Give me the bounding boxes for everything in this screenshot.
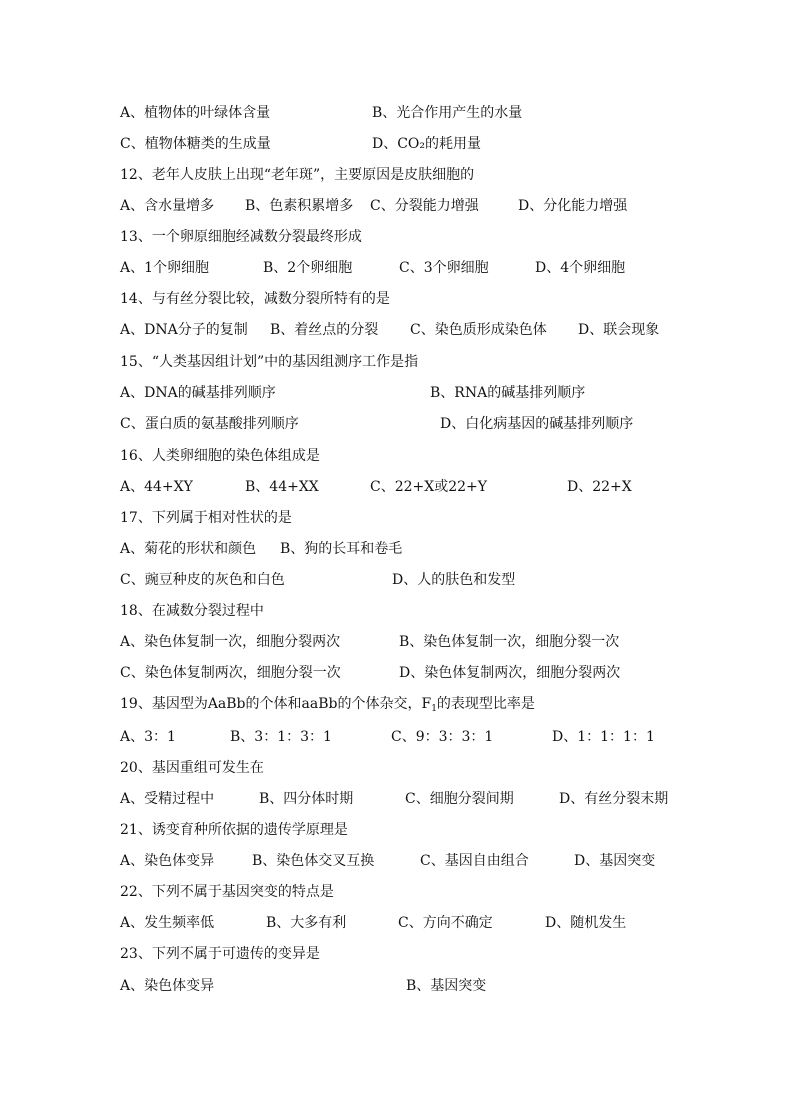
option-b: B、3：1：3：1 (230, 729, 332, 745)
option-a: A、受精过程中 (120, 791, 215, 807)
option-d: D、分化能力增强 (518, 198, 628, 214)
question-23: 23、下列不属于可遗传的变异是 (120, 946, 320, 962)
option-a: A、染色体变异 (120, 853, 215, 869)
option-c: C、基因自由组合 (420, 853, 529, 869)
option-b: B、2个卵细胞 (263, 260, 353, 276)
option-a: A、44+XY (120, 479, 193, 495)
option-d: D、1：1：1：1 (552, 729, 655, 745)
option-d: D、染色体复制两次，细胞分裂两次 (399, 665, 621, 681)
option-a: A、DNA的碱基排列顺序 (120, 385, 276, 401)
option-a: A、染色体变异 (120, 978, 215, 994)
question-13: 13、一个卵原细胞经减数分裂最终形成 (120, 229, 362, 245)
option-c: C、9：3：3：1 (391, 729, 494, 745)
question-12: 12、老年人皮肤上出现“老年斑”，主要原因是皮肤细胞的 (120, 167, 475, 183)
option-c: C、染色体复制两次，细胞分裂一次 (120, 665, 341, 681)
option-b: B、RNA的碱基排列顺序 (430, 385, 586, 401)
question-15: 15、“人类基因组计划”中的基因组测序工作是指 (120, 354, 419, 370)
question-22: 22、下列不属于基因突变的特点是 (120, 884, 334, 900)
option-c: C、豌豆种皮的灰色和白色 (120, 572, 285, 588)
option-d: D、人的肤色和发型 (392, 572, 516, 588)
option-c: C、3个卵细胞 (399, 260, 489, 276)
option-c: C、方向不确定 (398, 915, 493, 931)
option-a: A、发生频率低 (120, 915, 215, 931)
option-b: B、染色体复制一次，细胞分裂一次 (399, 634, 620, 650)
question-18: 18、在减数分裂过程中 (120, 603, 264, 619)
option-b: B、染色体交叉互换 (252, 853, 375, 869)
option-b: B、色素积累增多 (245, 198, 354, 214)
question-16: 16、人类卵细胞的染色体组成是 (120, 448, 320, 464)
option-a: A、染色体复制一次，细胞分裂两次 (120, 634, 341, 650)
question-17: 17、下列属于相对性状的是 (120, 510, 292, 526)
option-b: B、着丝点的分裂 (270, 322, 379, 338)
option-a: A、3：1 (120, 729, 176, 745)
option-c: C、22+X或22+Y (370, 479, 488, 495)
option-a: A、菊花的形状和颜色 (120, 541, 257, 557)
option-d: D、有丝分裂末期 (559, 791, 669, 807)
question-19: 19、基因型为AaBb的个体和aaBb的个体杂交，$F_1$的表现型比率是 (120, 696, 535, 714)
option-d: D、联会现象 (578, 322, 660, 338)
option-a: A、含水量增多 (120, 198, 215, 214)
option-b: B、四分体时期 (259, 791, 354, 807)
option-b: B、基因突变 (406, 978, 487, 994)
option-c: C、植物体糖类的生成量 (120, 136, 271, 152)
option-a: A、1个卵细胞 (120, 260, 210, 276)
option-d: D、白化病基因的碱基排列顺序 (440, 416, 634, 432)
question-21: 21、诱变育种所依据的遗传学原理是 (120, 822, 348, 838)
option-c: C、分裂能力增强 (370, 198, 479, 214)
option-b: B、44+XX (245, 479, 319, 495)
option-b: B、大多有利 (266, 915, 347, 931)
option-b: B、光合作用产生的水量 (372, 105, 523, 121)
option-c: C、染色质形成染色体 (410, 322, 547, 338)
option-d: D、基因突变 (574, 853, 656, 869)
option-d: D、CO₂的耗用量 (372, 136, 482, 152)
option-d: D、22+X (567, 479, 632, 495)
option-a: A、DNA分子的复制 (120, 322, 248, 338)
option-a: A、植物体的叶绿体含量 (120, 105, 271, 121)
option-b: B、狗的长耳和卷毛 (280, 541, 403, 557)
option-d: D、随机发生 (545, 915, 627, 931)
option-c: C、蛋白质的氨基酸排列顺序 (120, 416, 299, 432)
question-20: 20、基因重组可发生在 (120, 760, 264, 776)
question-14: 14、与有丝分裂比较，减数分裂所特有的是 (120, 291, 390, 307)
option-d: D、4个卵细胞 (535, 260, 626, 276)
option-c: C、细胞分裂间期 (405, 791, 514, 807)
